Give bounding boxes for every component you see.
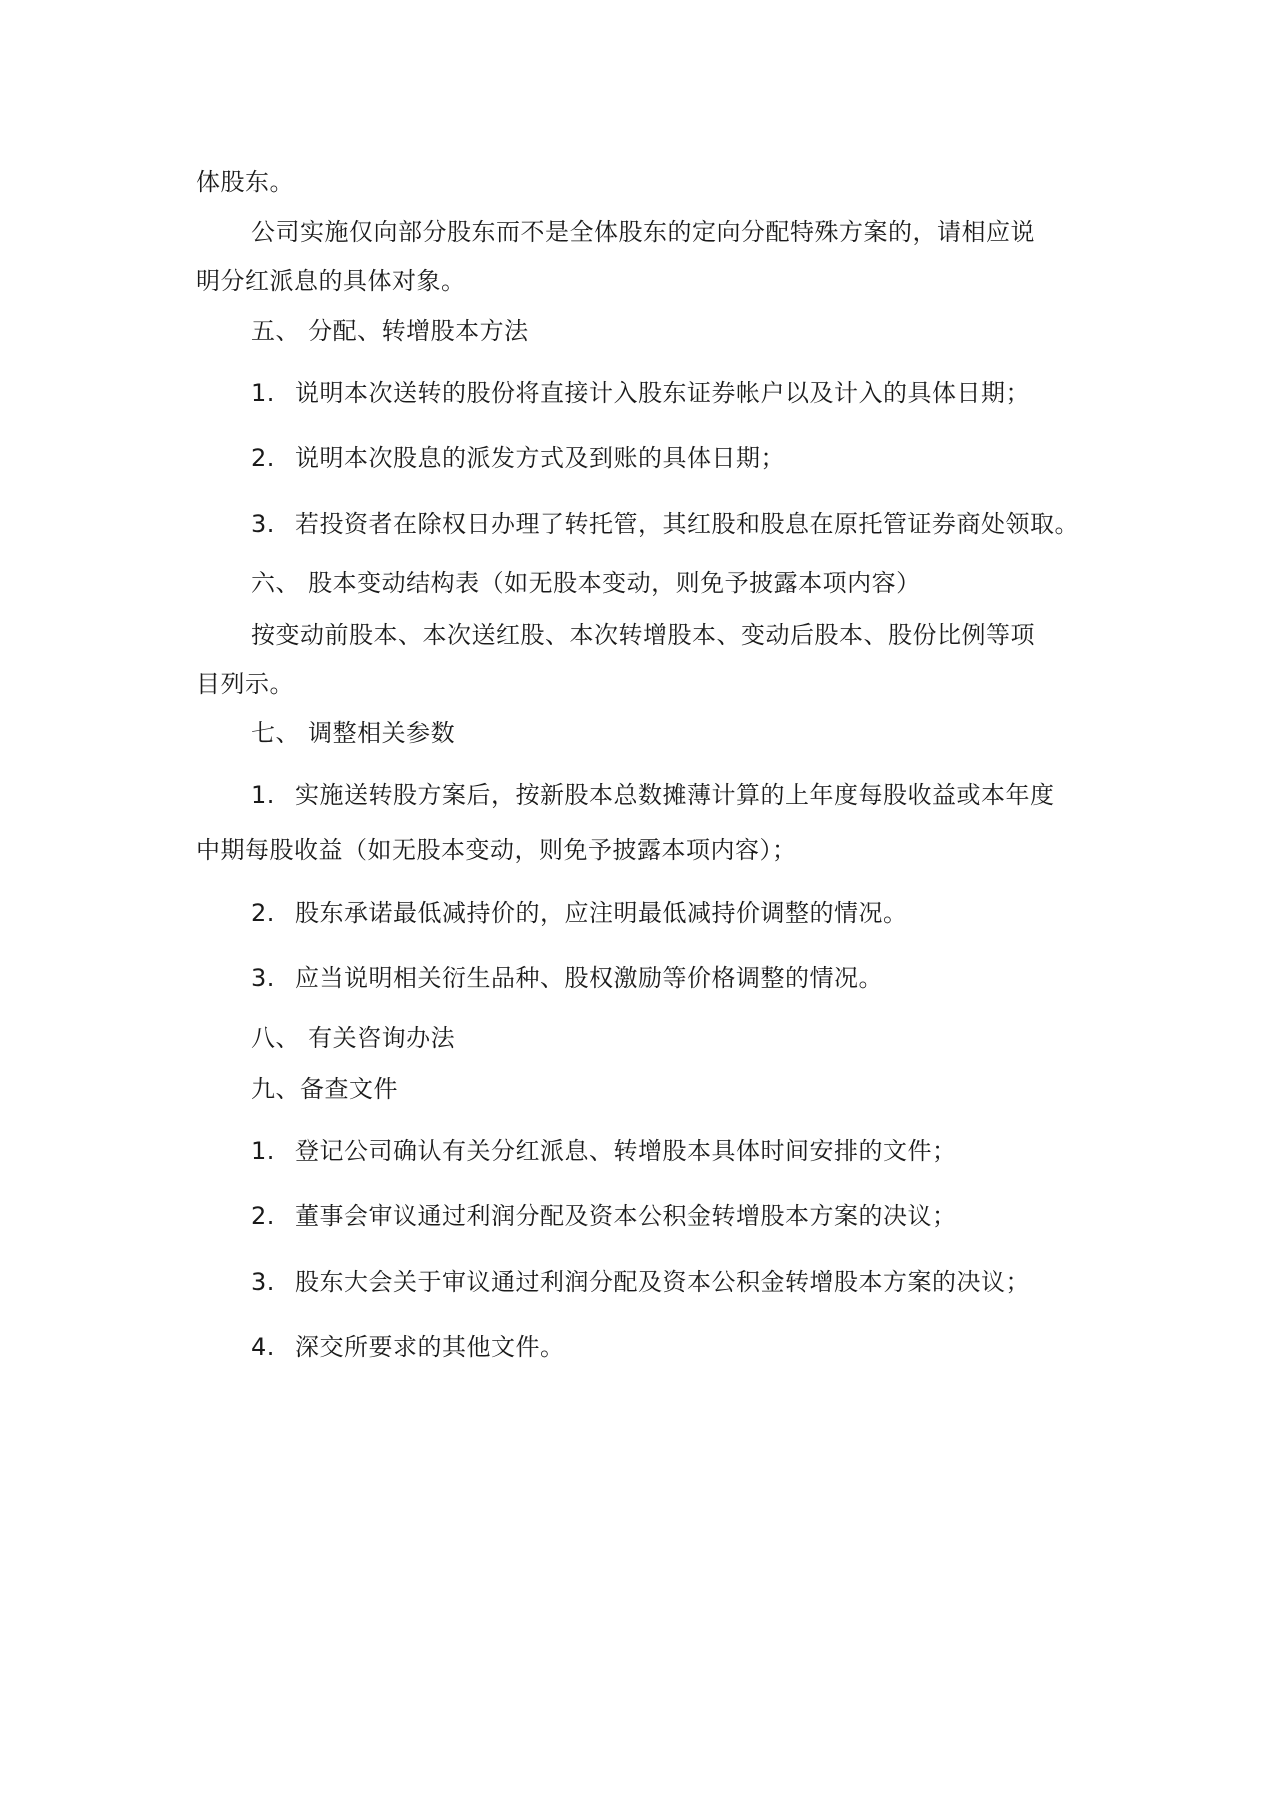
- item-text: 登记公司确认有关分红派息、转增股本具体时间安排的文件；: [295, 1137, 957, 1165]
- list-item: [251, 898, 908, 928]
- item-number: 2.: [251, 444, 275, 472]
- list-item: [251, 1201, 957, 1231]
- item-number: 2.: [251, 899, 275, 927]
- item-text: 股东大会关于审议通过利润分配及资本公积金转增股本方案的决议；: [295, 1268, 1030, 1296]
- item-number: 3.: [251, 1268, 275, 1296]
- line-text: 按变动前股本、本次送红股、本次转增股本、变动后股本、股份比例等项: [251, 621, 1035, 649]
- line-text: 目列示。: [196, 670, 294, 698]
- item-text: 若投资者在除权日办理了转托管，其红股和股息在原托管证券商处领取。: [295, 510, 1079, 538]
- paragraph-line: [251, 620, 1035, 650]
- paragraph-line: [196, 669, 294, 699]
- paragraph-line: [251, 217, 1035, 247]
- list-item: [251, 1136, 957, 1166]
- item-number: 1.: [251, 379, 275, 407]
- item-text: 说明本次送转的股份将直接计入股东证券帐户以及计入的具体日期；: [295, 379, 1030, 407]
- line-text: 明分红派息的具体对象。: [196, 267, 466, 295]
- list-item: [251, 963, 883, 993]
- heading-text: 六、 股本变动结构表（如无股本变动，则免予披露本项内容）: [251, 569, 921, 597]
- item-number: 2.: [251, 1202, 275, 1230]
- item-number: 1.: [251, 1137, 275, 1165]
- item-text: 深交所要求的其他文件。: [295, 1333, 565, 1361]
- line-text: 公司实施仅向部分股东而不是全体股东的定向分配特殊方案的，请相应说: [251, 218, 1035, 246]
- section-heading: [251, 1023, 455, 1053]
- item-text: 股东承诺最低减持价的，应注明最低减持价调整的情况。: [295, 899, 908, 927]
- line-text: 中期每股收益（如无股本变动，则免予披露本项内容）；: [196, 836, 797, 864]
- heading-text: 八、 有关咨询办法: [251, 1024, 456, 1052]
- item-number: 1.: [251, 781, 275, 809]
- list-item: [251, 443, 785, 473]
- item-text: 应当说明相关衍生品种、股权激励等价格调整的情况。: [295, 964, 883, 992]
- heading-text: 九、备查文件: [251, 1075, 398, 1103]
- list-item: [251, 1267, 1030, 1297]
- paragraph-line: [196, 266, 466, 296]
- list-item: [251, 1332, 565, 1362]
- item-text: 说明本次股息的派发方式及到账的具体日期；: [295, 444, 785, 472]
- heading-text: 七、 调整相关参数: [251, 719, 456, 747]
- line-text: 体股东。: [196, 168, 294, 196]
- paragraph-line: [196, 835, 797, 865]
- list-item: [251, 509, 1079, 539]
- item-number: 3.: [251, 964, 275, 992]
- section-heading: [251, 718, 455, 748]
- heading-text: 五、 分配、转增股本方法: [251, 317, 529, 345]
- paragraph-line: [196, 167, 294, 197]
- item-number: 3.: [251, 510, 275, 538]
- item-number: 4.: [251, 1333, 275, 1361]
- list-item: [251, 780, 1055, 810]
- item-text: 实施送转股方案后，按新股本总数摊薄计算的上年度每股收益或本年度: [295, 781, 1055, 809]
- section-heading: [251, 316, 529, 346]
- section-heading: [251, 1074, 398, 1104]
- item-text: 董事会审议通过利润分配及资本公积金转增股本方案的决议；: [295, 1202, 957, 1230]
- section-heading: [251, 568, 921, 598]
- list-item: [251, 378, 1030, 408]
